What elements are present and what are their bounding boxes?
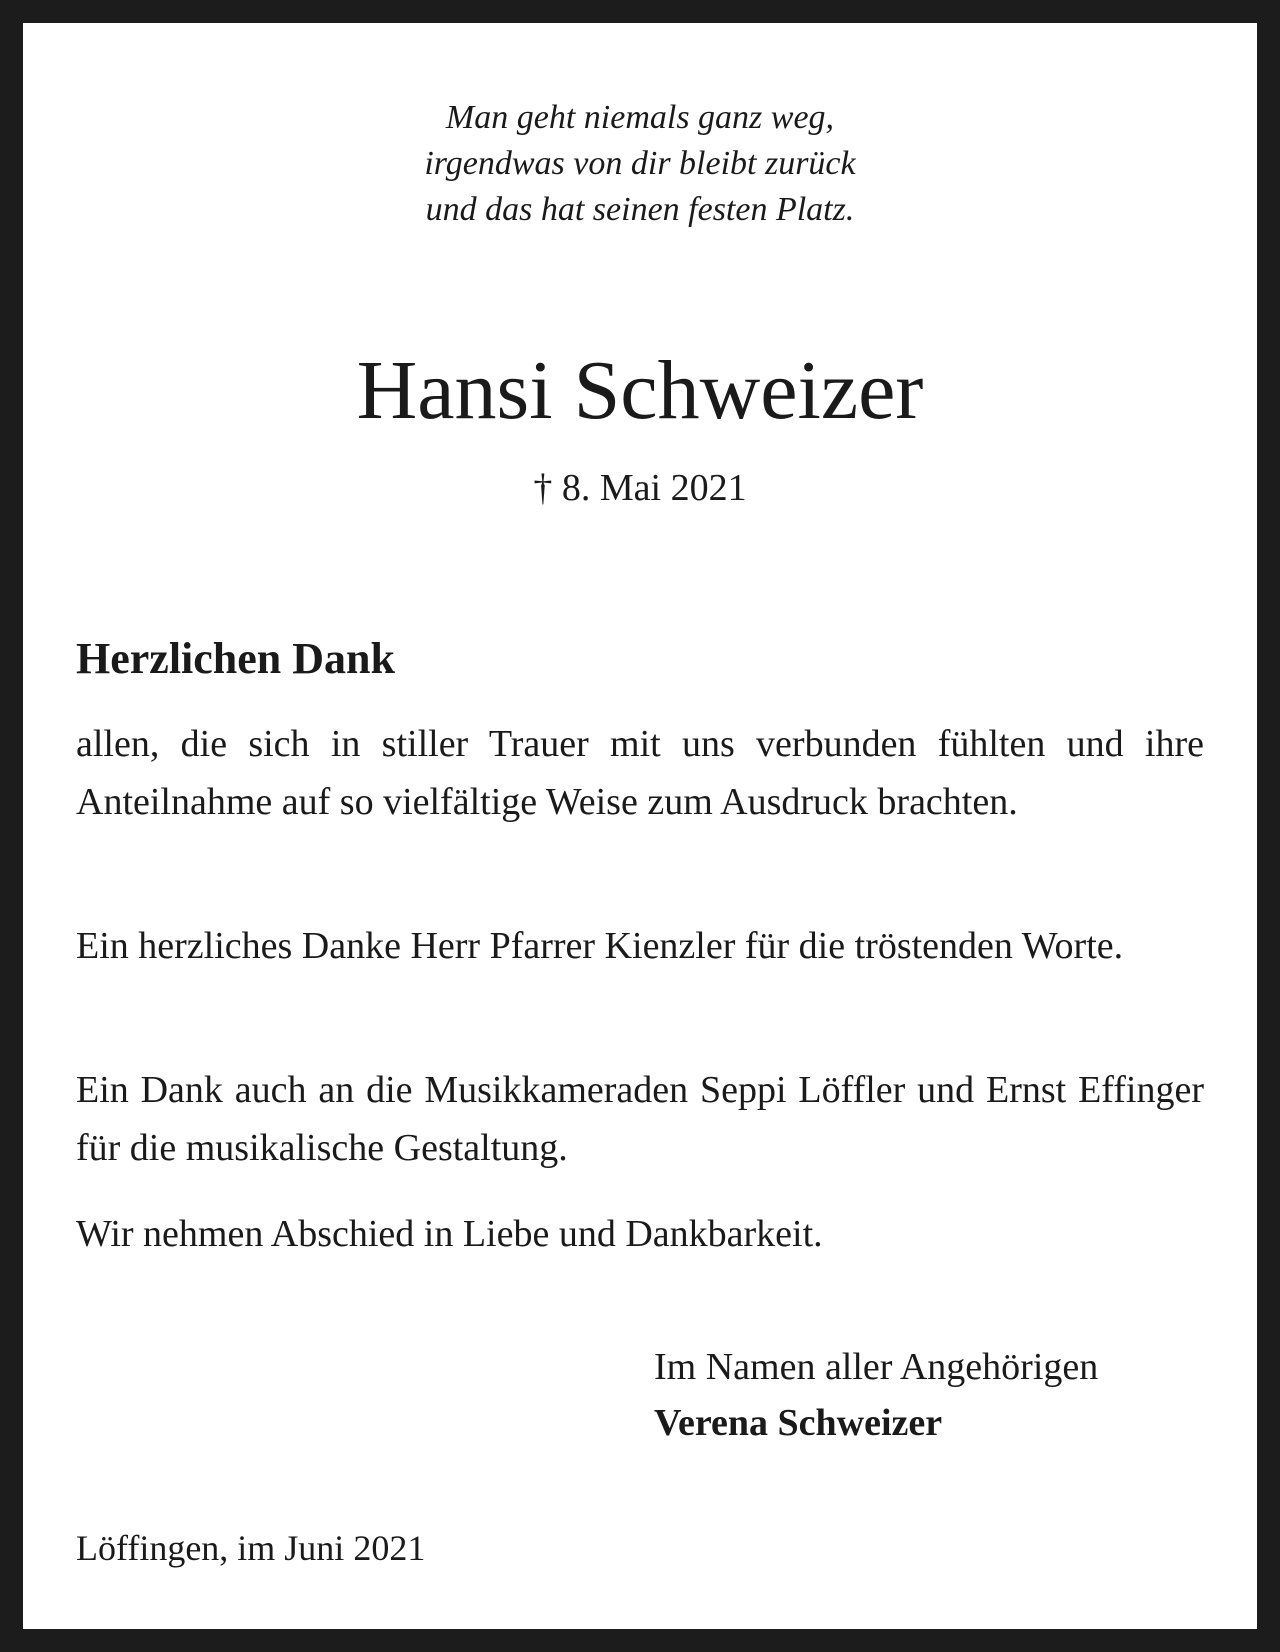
signature-intro: Im Namen aller Angehörigen (654, 1346, 1099, 1388)
quote-line: Man geht niemals ganz weg, (445, 99, 835, 136)
thanks-paragraph: Ein herzliches Danke Herr Pfarrer Kienzler für die tröstenden Worte. (76, 925, 1124, 967)
farewell-paragraph: Wir nehmen Abschied in Liebe und Dankbarkeit. (76, 1213, 823, 1255)
signature-block (654, 1339, 1098, 1451)
place-date: Löffingen, im Juni 2021 (76, 1528, 426, 1568)
death-date: † 8. Mai 2021 (533, 467, 747, 509)
thanks-paragraph: allen, die sich in stiller Trauer mit uns verbunden fühlten und ihre Anteilnahme auf so vielfältige Weise zum Ausdruck brachten. (76, 723, 1204, 823)
thanks-heading: Herzlichen Dank (76, 634, 395, 683)
quote-line: und das hat seinen festen Platz. (425, 191, 855, 228)
obituary-notice (23, 23, 1257, 1629)
memorial-quote (23, 95, 1257, 233)
deceased-name: Hansi Schweizer (356, 344, 924, 437)
thanks-paragraph: Ein Dank auch an die Musikkameraden Seppi Löffler und Ernst Effinger für die musikalische Gestaltung. (76, 1069, 1204, 1169)
quote-line: irgendwas von dir bleibt zurück (424, 145, 856, 182)
signer-name: Verena Schweizer (654, 1402, 943, 1444)
